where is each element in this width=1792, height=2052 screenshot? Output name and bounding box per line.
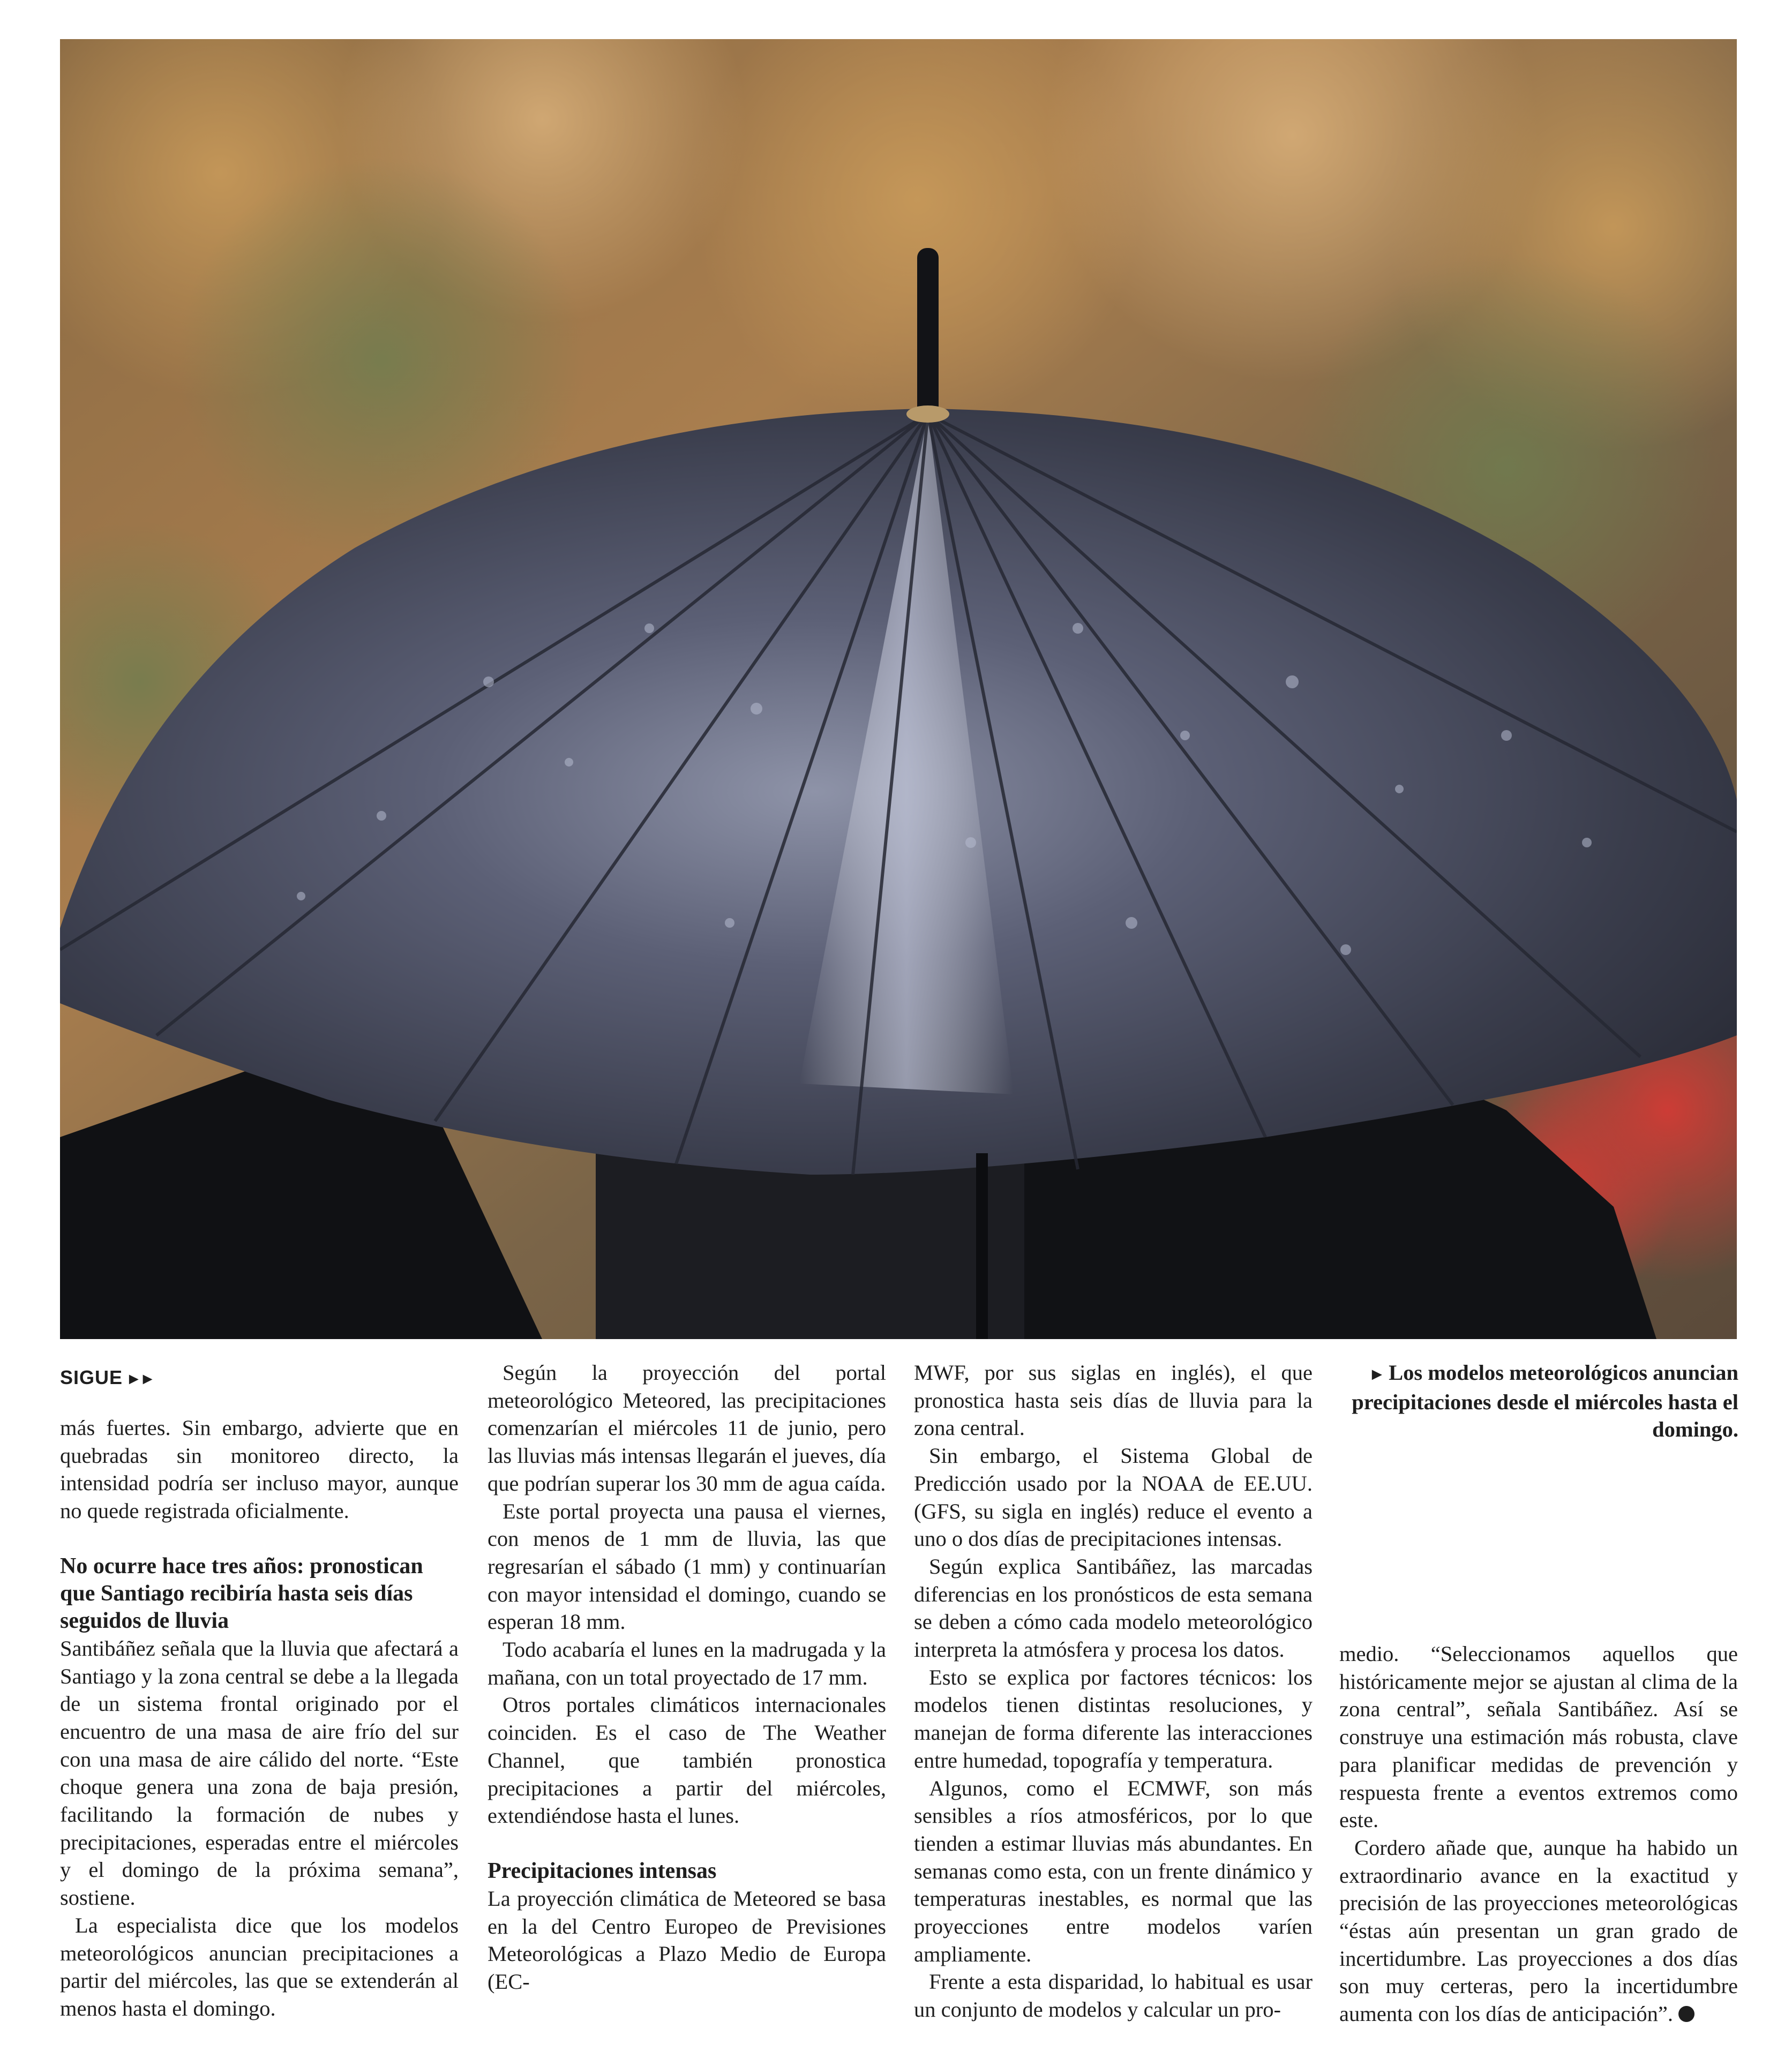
subheading: No ocurre hace tres años: pronostican que Santiago recibiría hasta seis días seguidos de lluvia	[60, 1553, 423, 1633]
paragraph: Esto se explica por factores técnicos: los modelos tienen distintas resoluciones, y manejan de forma diferente las interacciones entre humedad, topografía y temperatura.	[914, 1665, 1313, 1772]
paragraph: más fuertes. Sin embargo, advierte que en quebradas sin monitoreo directo, la intensidad podría ser incluso mayor, aunque no quede registrada oficialmente.	[60, 1416, 459, 1523]
paragraph: MWF, por sus siglas en inglés), el que pronostica hasta seis días de lluvia para la zona central.	[914, 1361, 1313, 1440]
article-column-2	[488, 1359, 886, 1996]
sigue-label: SIGUE	[60, 1366, 123, 1388]
paragraph: Según explica Santibáñez, las marcadas diferencias en los pronósticos de esta semana se deben a cómo cada modelo meteorológico interpreta la atmósfera y procesa los datos.	[914, 1554, 1313, 1662]
article-column-4	[1339, 1640, 1738, 2028]
article-column-3	[914, 1359, 1313, 2024]
paragraph: La proyección climática de Meteored se basa en la del Centro Europeo de Previsiones Meteorológicas a Plazo Medio de Europa (EC-	[488, 1886, 886, 1994]
paragraph: Algunos, como el ECMWF, son más sensibles a ríos atmosféricos, por lo que tienden a estimar lluvias más abundantes. En semanas como esta, con un frente dinámico y temperaturas inestables, es normal que las proyecciones entre modelos varíen ampliamente.	[914, 1776, 1313, 1966]
paragraph: Frente a esta disparidad, lo habitual es usar un conjunto de modelos y calcular un pro-	[914, 1970, 1313, 2022]
paragraph: Santibáñez señala que la lluvia que afectará a Santiago y la zona central se debe a la llegada de un sistema frontal originado por el encuentro de una masa de aire frío del sur con una masa de aire cálido del norte. “Este choque genera una zona de baja presión, facilitando la formación de nubes y precipitaciones, esperadas entre el miércoles y el domingo de la próxima semana”, sostiene.	[60, 1636, 459, 1910]
subheading: Precipitaciones intensas	[488, 1858, 717, 1883]
double-arrow-icon: ►►	[126, 1370, 154, 1388]
paragraph-text: Cordero añade que, aunque ha habido un extraordinario avance en la exactitud y precisión de las proyecciones meteorológicas “éstas aún presentan un gran grado de incertidumbre. Las proyecciones a dos días son muy certeras, pero la incertidumbre aumenta con los días de anticipación”.	[1339, 1835, 1738, 2026]
caption-text: Los modelos meteorológicos anuncian precipitaciones desde el miércoles hasta el domingo.	[1352, 1361, 1738, 1442]
paragraph: Según la proyección del portal meteorológico Meteored, las precipitaciones comenzarían el miércoles 11 de junio, pero las lluvias más intensas llegarán el jueves, día que podrían superar los 30 mm de agua caída.	[488, 1361, 886, 1495]
triangle-right-icon: ►	[1368, 1364, 1386, 1384]
paragraph: Todo acabaría el lunes en la madrugada y la mañana, con un total proyectado de 17 mm.	[488, 1637, 886, 1689]
umbrella-photo	[60, 39, 1737, 1339]
paragraph: medio. “Seleccionamos aquellos que históricamente mejor se ajustan al clima de la zona central”, señala Santibáñez. Así se construye una estimación más robusta, clave para planificar medidas de prevención y respuesta frente a eventos extremos como este.	[1339, 1642, 1738, 1832]
paragraph	[1339, 1834, 1738, 2028]
continue-marker	[60, 1366, 153, 1389]
paragraph: Sin embargo, el Sistema Global de Predicción usado por la NOAA de EE.UU.(GFS, su sigla en inglés) reduce el evento a uno o dos días de precipitaciones intensas.	[914, 1444, 1313, 1551]
paragraph: La especialista dice que los modelos meteorológicos anuncian precipitaciones a partir del miércoles, las que se extenderán al menos hasta el domingo.	[60, 1913, 459, 2020]
article-column-1	[60, 1414, 459, 2023]
end-mark-icon	[1678, 2006, 1694, 2022]
paragraph: Este portal proyecta una pausa el viernes, con menos de 1 mm de lluvia, las que regresarían el sábado (1 mm) y continuarían con mayor intensidad el domingo, cuando se esperan 18 mm.	[488, 1499, 886, 1634]
paragraph: Otros portales climáticos internacionales coinciden. Es el caso de The Weather Channel, que también pronostica precipitaciones a partir del miércoles, extendiéndose hasta el lunes.	[488, 1693, 886, 1828]
photo-caption	[1339, 1359, 1738, 1444]
